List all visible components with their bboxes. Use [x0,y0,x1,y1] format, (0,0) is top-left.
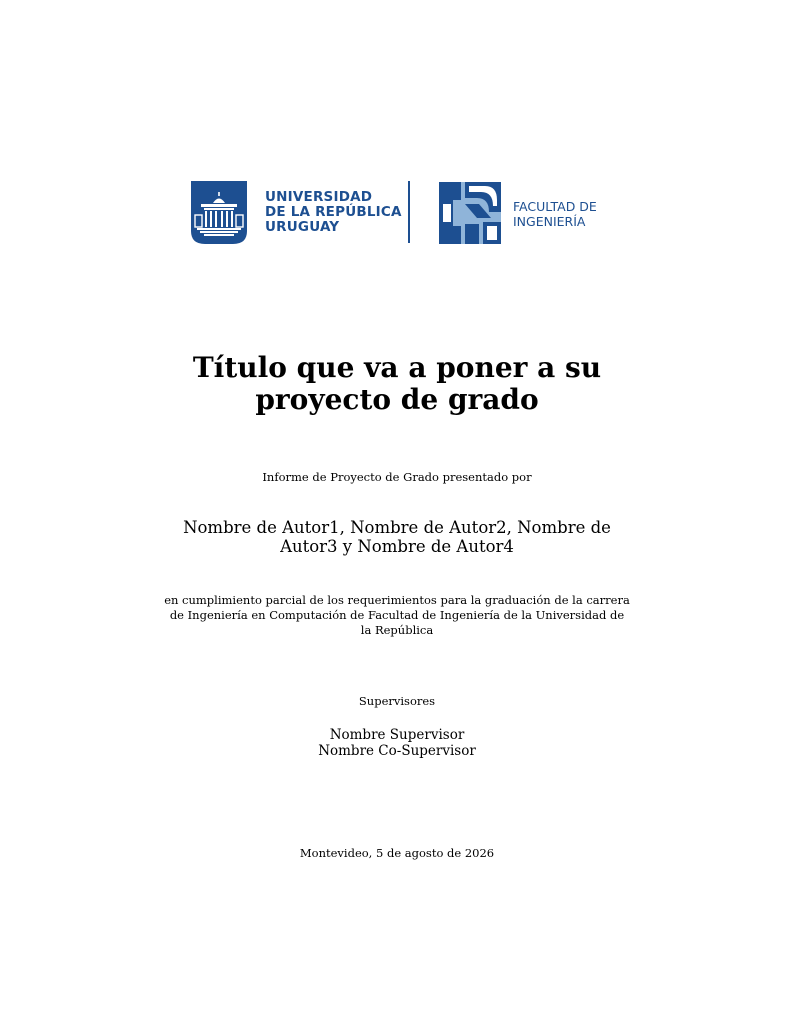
supervisor-names [0,727,794,759]
institution-logos [191,180,611,246]
fing-wordmark [513,199,597,229]
author-line-2: Autor3 y Nombre de Autor4 [280,537,514,556]
fing-line-1: FACULTAD DE [513,199,597,214]
presented-by-text: Informe de Proyecto de Grado presentado por [262,470,532,484]
supervisor-name: Nombre Supervisor [329,727,465,743]
place-and-date: Montevideo, 5 de agosto de 2026 [299,846,495,860]
fing-line-2: INGENIERÍA [513,214,586,229]
fing-geometric-mark-icon [439,182,501,244]
university-building-shield-icon [191,181,247,244]
author-names [0,518,794,556]
fulfillment-line-3: la República [360,623,434,637]
udelar-line-2: DE LA REPÚBLICA [265,204,402,220]
thesis-title-line-1: Título que va a poner a su [192,351,602,384]
udelar-line-3: URUGUAY [265,219,340,235]
udelar-wordmark [265,190,402,235]
fulfillment-line-1: en cumplimiento parcial de los requerimientos para la graduación de la carrera [164,593,630,607]
fulfillment-line-2: de Ingeniería en Computación de Facultad de Ingeniería de la Universidad de [169,608,625,622]
fulfillment-statement [0,593,794,638]
logo-divider [408,181,410,243]
author-line-1: Nombre de Autor1, Nombre de Autor2, Nombre de [183,518,611,537]
thesis-title-line-2: proyecto de grado [255,383,539,416]
co-supervisor-name: Nombre Co-Supervisor [318,743,476,759]
supervisors-heading: Supervisores [358,694,436,708]
thesis-title [0,352,794,416]
udelar-line-1: UNIVERSIDAD [265,189,373,205]
